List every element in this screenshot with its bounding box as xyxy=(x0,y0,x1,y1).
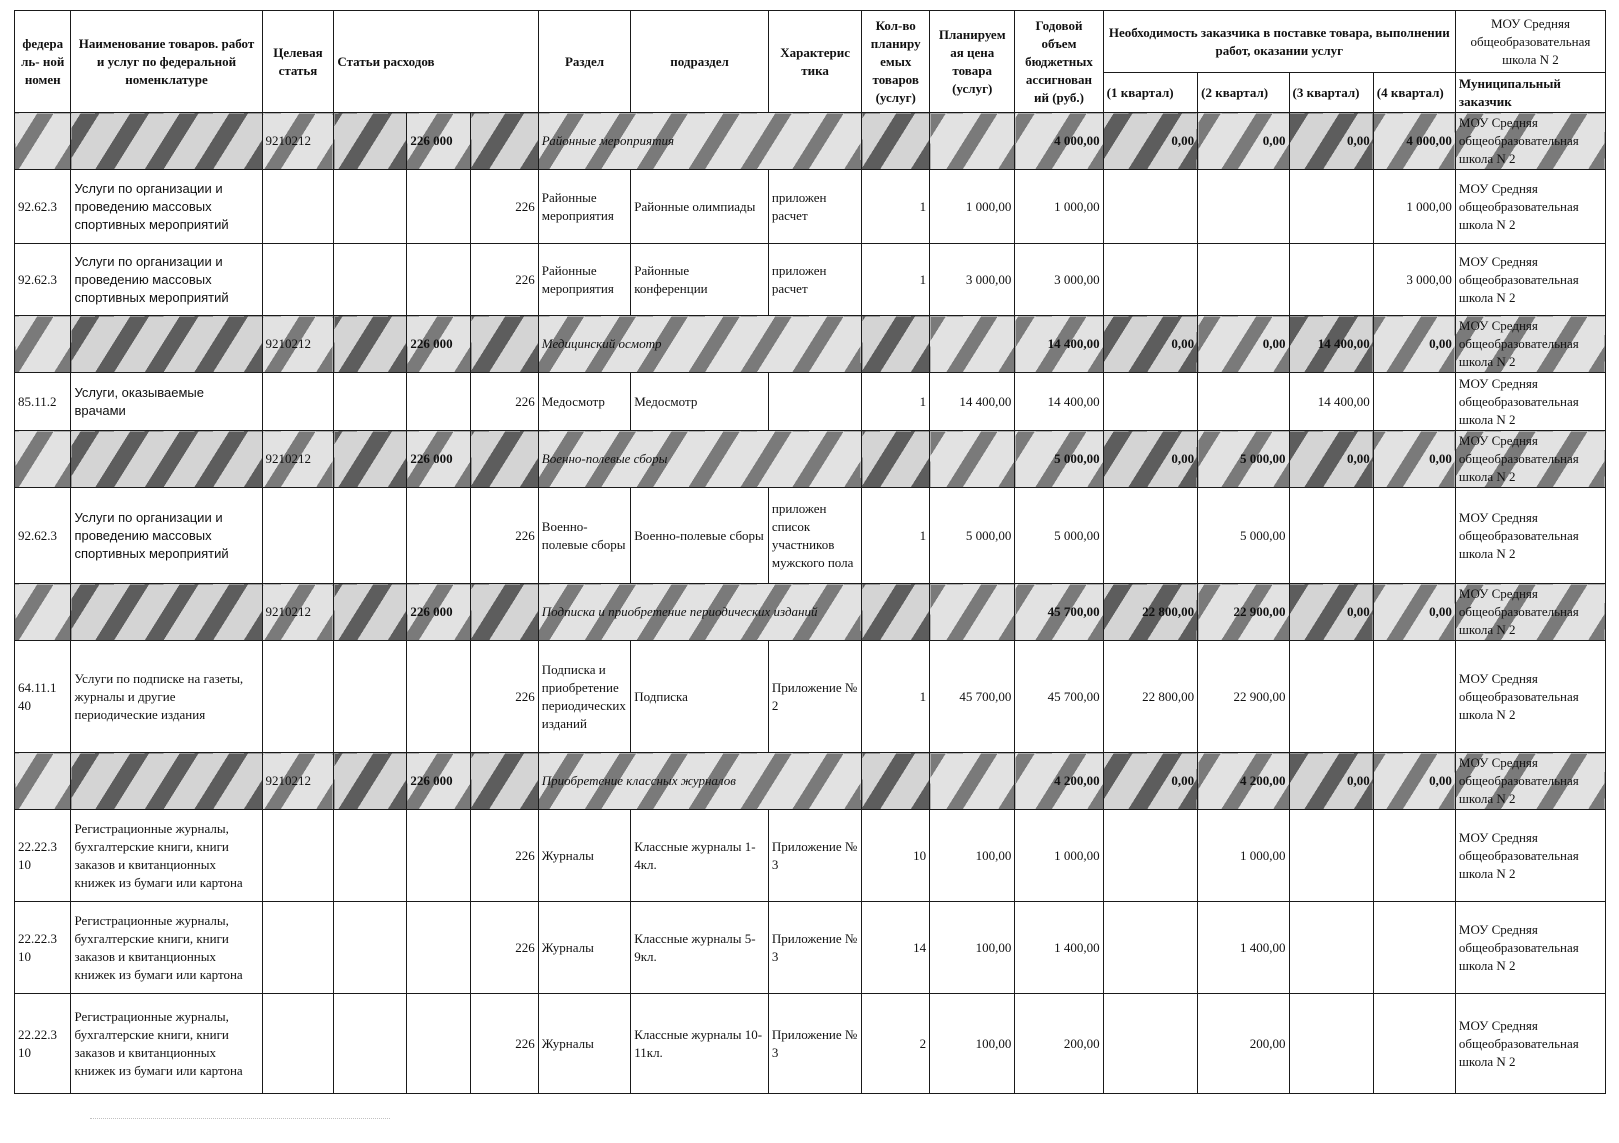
okdp-code: 92.62.3 xyxy=(15,488,71,584)
band-name-cell xyxy=(71,316,262,373)
band-expense-article: 226 000 xyxy=(407,316,471,373)
q2-amount: 1 400,00 xyxy=(1198,902,1289,994)
expense-article-cell-2 xyxy=(407,244,471,316)
razdel: Районные мероприятия xyxy=(538,170,630,244)
band-total: 45 700,00 xyxy=(1015,584,1103,641)
customer-cell: МОУ Средняя общеобразовательная школа N 2 xyxy=(1455,810,1605,902)
customer-cell: МОУ Средняя общеобразовательная школа N 2 xyxy=(1455,373,1605,431)
expense-code: 226 xyxy=(471,488,539,584)
band-q3: 0,00 xyxy=(1289,753,1373,810)
item-name: Услуги по организации и проведению массовых спортивных мероприятий xyxy=(71,244,262,316)
q1-amount: 22 800,00 xyxy=(1103,641,1197,753)
item-name: Регистрационные журналы, бухгалтерские книги, книги заказов и квитанционных книжек из бумаги или картона xyxy=(71,810,262,902)
okdp-code: 85.11.2 xyxy=(15,373,71,431)
characteristic: приложен расчет xyxy=(768,244,861,316)
razdel: Военно-полевые сборы xyxy=(538,488,630,584)
band-price-cell xyxy=(930,316,1015,373)
customer-cell: МОУ Средняя общеобразовательная школа N 2 xyxy=(1455,902,1605,994)
quantity: 10 xyxy=(862,810,930,902)
section-subtotal-row xyxy=(15,431,1606,488)
header-row-1 xyxy=(15,11,1606,73)
expense-article-cell xyxy=(334,170,407,244)
band-q1: 0,00 xyxy=(1103,316,1197,373)
expense-code: 226 xyxy=(471,810,539,902)
expense-article-cell-2 xyxy=(407,902,471,994)
band-expense-article: 226 000 xyxy=(407,431,471,488)
podrazdel: Классные журналы 10-11кл. xyxy=(631,994,769,1094)
podrazdel: Подписка xyxy=(631,641,769,753)
q1-amount xyxy=(1103,170,1197,244)
band-section-title: Медицинский осмотр xyxy=(538,316,862,373)
band-price-cell xyxy=(930,584,1015,641)
band-customer: МОУ Средняя общеобразовательная школа N 2 xyxy=(1455,584,1605,641)
target-article-cell xyxy=(262,902,334,994)
expense-article-cell-2 xyxy=(407,373,471,431)
header-q3: (3 квартал) xyxy=(1289,73,1373,113)
q2-amount xyxy=(1198,244,1289,316)
band-q2: 0,00 xyxy=(1198,316,1289,373)
band-q1: 0,00 xyxy=(1103,113,1197,170)
podrazdel: Классные журналы 5-9кл. xyxy=(631,902,769,994)
podrazdel: Классные журналы 1-4кл. xyxy=(631,810,769,902)
band-q2: 4 200,00 xyxy=(1198,753,1289,810)
q1-amount xyxy=(1103,902,1197,994)
quantity: 1 xyxy=(862,244,930,316)
band-spacer-cell xyxy=(334,753,407,810)
q1-amount xyxy=(1103,488,1197,584)
band-section-title: Районные мероприятия xyxy=(538,113,862,170)
section-subtotal-row xyxy=(15,753,1606,810)
expense-code: 226 xyxy=(471,373,539,431)
target-article-cell xyxy=(262,488,334,584)
annual-total: 5 000,00 xyxy=(1015,488,1103,584)
band-q2: 22 900,00 xyxy=(1198,584,1289,641)
expense-article-cell-2 xyxy=(407,488,471,584)
annual-total: 1 400,00 xyxy=(1015,902,1103,994)
band-qty-cell xyxy=(862,753,930,810)
band-expense-article: 226 000 xyxy=(407,584,471,641)
characteristic: Приложение № 3 xyxy=(768,810,861,902)
okdp-code: 64.11.1 40 xyxy=(15,641,71,753)
characteristic: Приложение № 3 xyxy=(768,902,861,994)
razdel: Журналы xyxy=(538,994,630,1094)
section-subtotal-row xyxy=(15,316,1606,373)
item-name: Услуги по подписке на газеты, журналы и другие периодические издания xyxy=(71,641,262,753)
expense-article-cell xyxy=(334,488,407,584)
section-subtotal-row xyxy=(15,113,1606,170)
q3-amount xyxy=(1289,810,1373,902)
okdp-code: 22.22.3 10 xyxy=(15,994,71,1094)
q2-amount xyxy=(1198,373,1289,431)
target-article-cell xyxy=(262,244,334,316)
band-price-cell xyxy=(930,113,1015,170)
band-total: 4 000,00 xyxy=(1015,113,1103,170)
razdel: Журналы xyxy=(538,810,630,902)
q4-amount xyxy=(1373,810,1455,902)
header-customer-need: Необходимость заказчика в поставке товара, выполнении работ, оказании услуг xyxy=(1103,11,1455,73)
header-quantity: Кол-во планиру емых товаров (услуг) xyxy=(862,11,930,113)
expense-article-cell-2 xyxy=(407,994,471,1094)
header-characteristic: Характерис тика xyxy=(768,11,861,113)
band-target-article: 9210212 xyxy=(262,584,334,641)
header-q4: (4 квартал) xyxy=(1373,73,1455,113)
band-q4: 0,00 xyxy=(1373,431,1455,488)
expense-article-cell xyxy=(334,810,407,902)
annual-total: 45 700,00 xyxy=(1015,641,1103,753)
band-okdp-cell xyxy=(15,584,71,641)
band-q1: 22 800,00 xyxy=(1103,584,1197,641)
band-total: 14 400,00 xyxy=(1015,316,1103,373)
q2-amount: 22 900,00 xyxy=(1198,641,1289,753)
expense-code: 226 xyxy=(471,902,539,994)
customer-cell: МОУ Средняя общеобразовательная школа N 2 xyxy=(1455,994,1605,1094)
annual-total: 14 400,00 xyxy=(1015,373,1103,431)
procurement-plan-table xyxy=(14,10,1606,1094)
quantity: 1 xyxy=(862,488,930,584)
band-customer: МОУ Средняя общеобразовательная школа N 2 xyxy=(1455,113,1605,170)
band-q3: 14 400,00 xyxy=(1289,316,1373,373)
band-target-article: 9210212 xyxy=(262,113,334,170)
q1-amount xyxy=(1103,810,1197,902)
band-q4: 4 000,00 xyxy=(1373,113,1455,170)
razdel: Подписка и приобретение периодических изданий xyxy=(538,641,630,753)
q2-amount: 5 000,00 xyxy=(1198,488,1289,584)
table-body xyxy=(15,11,1606,1094)
quantity: 1 xyxy=(862,170,930,244)
price: 100,00 xyxy=(930,994,1015,1094)
expense-code: 226 xyxy=(471,641,539,753)
band-name-cell xyxy=(71,753,262,810)
header-customer-school: МОУ Средняя общеобразовательная школа N 2 xyxy=(1455,11,1605,73)
target-article-cell xyxy=(262,994,334,1094)
expense-article-cell xyxy=(334,373,407,431)
q4-amount xyxy=(1373,373,1455,431)
quantity: 14 xyxy=(862,902,930,994)
table-row xyxy=(15,641,1606,753)
podrazdel: Военно-полевые сборы xyxy=(631,488,769,584)
q1-amount xyxy=(1103,373,1197,431)
podrazdel: Районные олимпиады xyxy=(631,170,769,244)
band-spacer-cell-2 xyxy=(471,316,539,373)
band-section-title: Приобретение классных журналов xyxy=(538,753,862,810)
price: 3 000,00 xyxy=(930,244,1015,316)
band-spacer-cell xyxy=(334,113,407,170)
band-name-cell xyxy=(71,113,262,170)
annual-total: 1 000,00 xyxy=(1015,810,1103,902)
item-name: Услуги, оказываемые врачами xyxy=(71,373,262,431)
q3-amount: 14 400,00 xyxy=(1289,373,1373,431)
header-okdp: федера ль- ной номен xyxy=(15,11,71,113)
band-qty-cell xyxy=(862,316,930,373)
target-article-cell xyxy=(262,641,334,753)
q2-amount: 1 000,00 xyxy=(1198,810,1289,902)
band-qty-cell xyxy=(862,584,930,641)
table-row xyxy=(15,244,1606,316)
header-annual-volume: Годовой объем бюджетных ассигнован ий (руб.) xyxy=(1015,11,1103,113)
annual-total: 1 000,00 xyxy=(1015,170,1103,244)
razdel: Журналы xyxy=(538,902,630,994)
band-price-cell xyxy=(930,431,1015,488)
razdel: Медосмотр xyxy=(538,373,630,431)
customer-cell: МОУ Средняя общеобразовательная школа N 2 xyxy=(1455,170,1605,244)
expense-code: 226 xyxy=(471,170,539,244)
band-customer: МОУ Средняя общеобразовательная школа N 2 xyxy=(1455,316,1605,373)
characteristic: Приложение № 2 xyxy=(768,641,861,753)
characteristic: приложен расчет xyxy=(768,170,861,244)
customer-cell: МОУ Средняя общеобразовательная школа N 2 xyxy=(1455,488,1605,584)
band-spacer-cell-2 xyxy=(471,753,539,810)
band-spacer-cell xyxy=(334,584,407,641)
header-name: Наименование товаров. работ и услуг по федеральной номенклатуре xyxy=(71,11,262,113)
band-total: 4 200,00 xyxy=(1015,753,1103,810)
q4-amount xyxy=(1373,994,1455,1094)
band-expense-article: 226 000 xyxy=(407,113,471,170)
q3-amount xyxy=(1289,641,1373,753)
razdel: Районные мероприятия xyxy=(538,244,630,316)
customer-cell: МОУ Средняя общеобразовательная школа N 2 xyxy=(1455,641,1605,753)
price: 1 000,00 xyxy=(930,170,1015,244)
band-spacer-cell-2 xyxy=(471,431,539,488)
band-q3: 0,00 xyxy=(1289,113,1373,170)
band-q2: 5 000,00 xyxy=(1198,431,1289,488)
q1-amount xyxy=(1103,994,1197,1094)
band-okdp-cell xyxy=(15,113,71,170)
header-target-article: Целевая статья xyxy=(262,11,334,113)
band-spacer-cell xyxy=(334,431,407,488)
expense-article-cell xyxy=(334,902,407,994)
item-name: Услуги по организации и проведению массовых спортивных мероприятий xyxy=(71,488,262,584)
band-name-cell xyxy=(71,431,262,488)
header-price: Планируем ая цена товара (услуг) xyxy=(930,11,1015,113)
band-okdp-cell xyxy=(15,316,71,373)
q1-amount xyxy=(1103,244,1197,316)
header-q2: (2 квартал) xyxy=(1198,73,1289,113)
band-customer: МОУ Средняя общеобразовательная школа N 2 xyxy=(1455,753,1605,810)
band-q4: 0,00 xyxy=(1373,753,1455,810)
band-name-cell xyxy=(71,584,262,641)
table-row xyxy=(15,902,1606,994)
band-spacer-cell-2 xyxy=(471,584,539,641)
annual-total: 3 000,00 xyxy=(1015,244,1103,316)
band-target-article: 9210212 xyxy=(262,753,334,810)
expense-article-cell xyxy=(334,244,407,316)
expense-article-cell-2 xyxy=(407,170,471,244)
expense-article-cell xyxy=(334,641,407,753)
target-article-cell xyxy=(262,810,334,902)
band-qty-cell xyxy=(862,431,930,488)
annual-total: 200,00 xyxy=(1015,994,1103,1094)
expense-article-cell xyxy=(334,994,407,1094)
table-row xyxy=(15,170,1606,244)
header-municipal-customer: Муниципальный заказчик xyxy=(1455,73,1605,113)
quantity: 1 xyxy=(862,373,930,431)
band-spacer-cell-2 xyxy=(471,113,539,170)
item-name: Услуги по организации и проведению массовых спортивных мероприятий xyxy=(71,170,262,244)
okdp-code: 92.62.3 xyxy=(15,170,71,244)
header-podrazdel: подраздел xyxy=(631,11,769,113)
q4-amount xyxy=(1373,488,1455,584)
price: 14 400,00 xyxy=(930,373,1015,431)
characteristic: Приложение № 3 xyxy=(768,994,861,1094)
q3-amount xyxy=(1289,488,1373,584)
band-qty-cell xyxy=(862,113,930,170)
band-expense-article: 226 000 xyxy=(407,753,471,810)
band-total: 5 000,00 xyxy=(1015,431,1103,488)
expense-article-cell-2 xyxy=(407,810,471,902)
band-customer: МОУ Средняя общеобразовательная школа N 2 xyxy=(1455,431,1605,488)
price: 45 700,00 xyxy=(930,641,1015,753)
q4-amount: 3 000,00 xyxy=(1373,244,1455,316)
band-q1: 0,00 xyxy=(1103,753,1197,810)
q3-amount xyxy=(1289,170,1373,244)
header-expense-articles: Статьи расходов xyxy=(334,11,538,113)
target-article-cell xyxy=(262,373,334,431)
band-q1: 0,00 xyxy=(1103,431,1197,488)
okdp-code: 92.62.3 xyxy=(15,244,71,316)
band-price-cell xyxy=(930,753,1015,810)
item-name: Регистрационные журналы, бухгалтерские книги, книги заказов и квитанционных книжек из бумаги или картона xyxy=(71,902,262,994)
q4-amount xyxy=(1373,641,1455,753)
q2-amount xyxy=(1198,170,1289,244)
band-target-article: 9210212 xyxy=(262,316,334,373)
podrazdel: Медосмотр xyxy=(631,373,769,431)
item-name: Регистрационные журналы, бухгалтерские книги, книги заказов и квитанционных книжек из бумаги или картона xyxy=(71,994,262,1094)
table-row xyxy=(15,488,1606,584)
band-q4: 0,00 xyxy=(1373,584,1455,641)
band-q3: 0,00 xyxy=(1289,584,1373,641)
q3-amount xyxy=(1289,244,1373,316)
expense-code: 226 xyxy=(471,994,539,1094)
page-footer-smudge xyxy=(90,1118,390,1129)
band-okdp-cell xyxy=(15,431,71,488)
target-article-cell xyxy=(262,170,334,244)
table-row xyxy=(15,810,1606,902)
table-row xyxy=(15,373,1606,431)
q3-amount xyxy=(1289,994,1373,1094)
q3-amount xyxy=(1289,902,1373,994)
okdp-code: 22.22.3 10 xyxy=(15,902,71,994)
characteristic xyxy=(768,373,861,431)
q4-amount: 1 000,00 xyxy=(1373,170,1455,244)
quantity: 2 xyxy=(862,994,930,1094)
band-section-title: Военно-полевые сборы xyxy=(538,431,862,488)
okdp-code: 22.22.3 10 xyxy=(15,810,71,902)
band-q3: 0,00 xyxy=(1289,431,1373,488)
characteristic: приложен список участников мужского пола xyxy=(768,488,861,584)
price: 5 000,00 xyxy=(930,488,1015,584)
band-q2: 0,00 xyxy=(1198,113,1289,170)
price: 100,00 xyxy=(930,902,1015,994)
podrazdel: Районные конференции xyxy=(631,244,769,316)
section-subtotal-row xyxy=(15,584,1606,641)
band-target-article: 9210212 xyxy=(262,431,334,488)
band-spacer-cell xyxy=(334,316,407,373)
expense-article-cell-2 xyxy=(407,641,471,753)
band-section-title: Подписка и приобретение периодических изданий xyxy=(538,584,862,641)
band-q4: 0,00 xyxy=(1373,316,1455,373)
band-okdp-cell xyxy=(15,753,71,810)
customer-cell: МОУ Средняя общеобразовательная школа N 2 xyxy=(1455,244,1605,316)
q2-amount: 200,00 xyxy=(1198,994,1289,1094)
price: 100,00 xyxy=(930,810,1015,902)
header-razdel: Раздел xyxy=(538,11,630,113)
header-q1: (1 квартал) xyxy=(1103,73,1197,113)
expense-code: 226 xyxy=(471,244,539,316)
quantity: 1 xyxy=(862,641,930,753)
q4-amount xyxy=(1373,902,1455,994)
table-row xyxy=(15,994,1606,1094)
